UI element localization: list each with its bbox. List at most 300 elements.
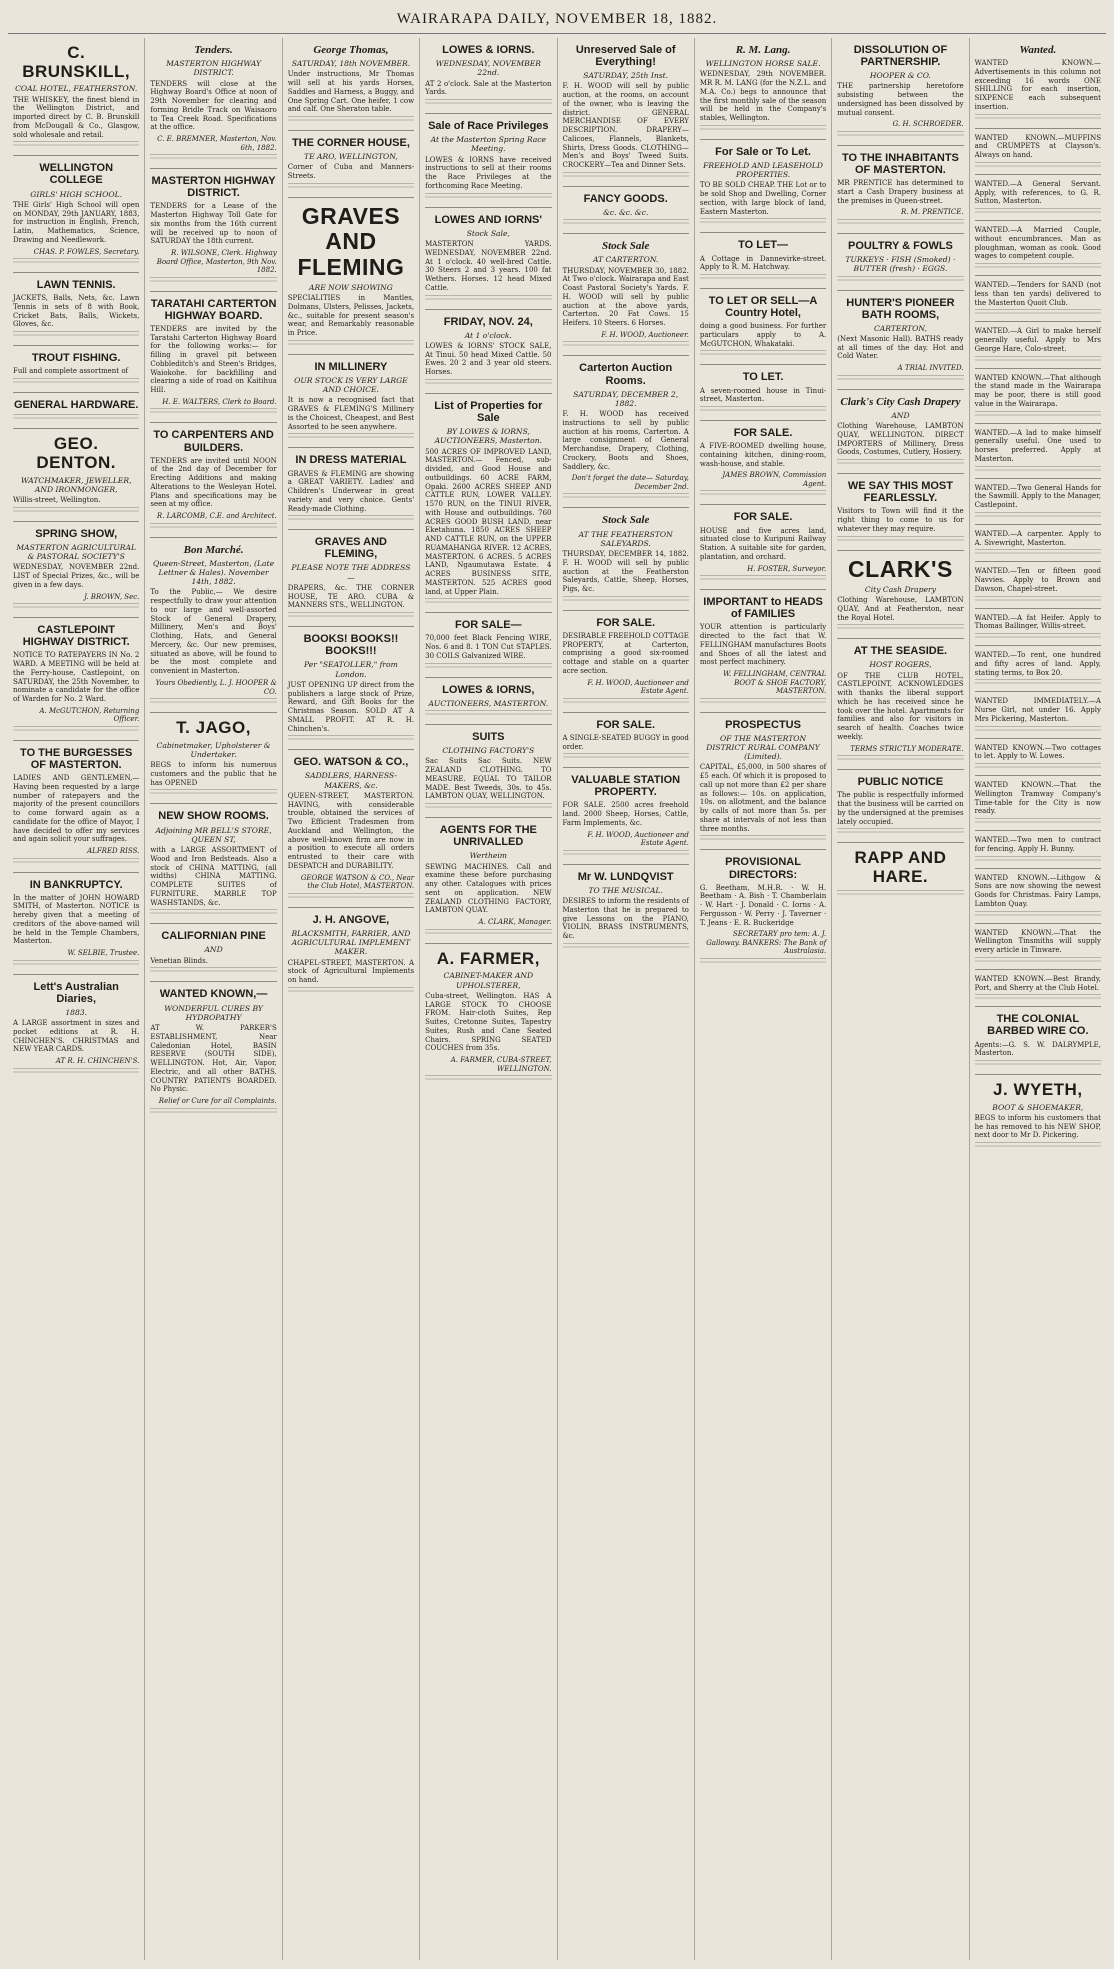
ad-heading: THE CORNER HOUSE, xyxy=(291,137,410,150)
advertisement xyxy=(563,611,689,713)
advertisement xyxy=(150,169,276,292)
ad-subheading: WATCHMAKER, JEWELLER, AND IRONMONGER, xyxy=(20,475,132,494)
small-print-lines xyxy=(975,1060,1101,1067)
small-print-lines xyxy=(563,753,689,760)
ad-body: FOR SALE. 2500 acres freehold land. 2000 Sheep, Horses, Cattle, Farm Implements, &c. xyxy=(562,801,689,827)
advertisement xyxy=(13,346,139,393)
ad-signature: F. H. WOOD, Auctioneer and Estate Agent. xyxy=(587,830,689,848)
small-print-lines xyxy=(150,523,276,530)
ad-subheading: GIRLS' HIGH SCHOOL. xyxy=(30,189,123,199)
ad-heading: TO LET— xyxy=(738,239,789,252)
small-print-lines xyxy=(975,263,1101,270)
small-print-lines xyxy=(13,507,139,514)
advertisement xyxy=(837,843,963,903)
advertisement xyxy=(425,310,551,394)
advertisement xyxy=(975,424,1101,479)
ad-heading: Sale of Race Privileges xyxy=(428,120,549,133)
ad-body: TENDERS are invited until NOON of the 2nd day of December for Erecting Additions and making Alterations to the Wesleyan Hotel. Plans and specifications may be seen at my office. xyxy=(150,456,277,509)
small-print-lines xyxy=(975,633,1101,640)
small-print-lines xyxy=(975,957,1101,964)
masthead xyxy=(8,6,1106,34)
ad-heading: Lett's Australian Diaries, xyxy=(33,980,119,1005)
ad-subheading: At the Masterton Spring Race Meeting. xyxy=(430,135,547,154)
advertisement xyxy=(975,1075,1101,1156)
ad-body: TENDERS will close at the Highway Board's Office at noon of 29th November for clearing and forming Bridle Track on Waisaoro to Tea Creek Road. Specifications at the office. xyxy=(150,79,277,132)
small-print-lines xyxy=(288,735,414,742)
ad-subheading: SATURDAY, DECEMBER 2, 1882. xyxy=(573,389,679,408)
small-print-lines xyxy=(975,114,1101,121)
advertisement xyxy=(288,355,414,449)
small-print-lines xyxy=(13,258,139,265)
ad-body: TENDERS for a Lease of the Masterton Highway Toll Gate for six months from the 16th current will be received up to noon of SATURDAY the 18th current. xyxy=(150,202,277,246)
advertisement xyxy=(975,562,1101,608)
ad-body: AT W. PARKER'S ESTABLISHMENT, Near Caledonian Hotel, BASIN RESERVE (SOUTH SIDE), WELLINGTON. Hot, Air, Vapor, Electric, and all other BATHS. COUNTRY PATIENTS BOARDED. No Physic. xyxy=(150,1024,277,1094)
ad-body: WANTED IMMEDIATELY.—A Nurse Girl, not under 16. Apply Mrs Pickering, Masterton. xyxy=(974,697,1101,723)
ad-signature: C. E. BREMNER, Masterton, Nov. 6th, 1882. xyxy=(157,135,277,152)
ad-signature: A TRIAL INVITED. xyxy=(897,364,964,373)
ad-heading: FOR SALE. xyxy=(596,718,656,731)
small-print-lines xyxy=(837,276,963,283)
ad-signature: TERMS STRICTLY MODERATE. xyxy=(850,744,964,753)
small-print-lines xyxy=(700,125,826,132)
ad-heading: Stock Sale xyxy=(602,240,650,253)
advertisement xyxy=(288,627,414,750)
ad-body: G. Beetham, M.H.R. · W. H. Beetham · A. Bish · T. Chamberlain · W. Hart · J. Donald · C. Iorns · A. Fergusson · W. Perry · J. Taverner · T. Jeans · E. R. Buckeridge xyxy=(699,883,827,927)
advertisement xyxy=(975,609,1101,647)
ad-heading: LOWES & IORNS, xyxy=(442,683,535,696)
advertisement xyxy=(425,394,551,613)
ad-body: HOUSE and five acres land, situated close to Kuripuni Railway Station. A suitable site for garden, plantation, and orchard. xyxy=(699,526,827,561)
ad-body: WANTED.—A General Servant. Apply, with references, to G. R. Sutton, Masterton. xyxy=(974,179,1101,206)
ad-heading: LAWN TENNIS. xyxy=(36,279,116,292)
advertisement xyxy=(563,865,689,957)
ad-body: WANTED.—A fat Heifer. Apply to Thomas Ballinger, Willis-street. xyxy=(974,613,1101,631)
ad-body: A LARGE assortment in sizes and pocket editions at R. H. CHINCHEN'S. CHRISTMAS and NEW YEAR CARDS. xyxy=(13,1019,140,1054)
ad-heading: FOR SALE— xyxy=(455,619,522,632)
ad-body: Under instructions, Mr Thomas will sell at his yards Horses, Saddles and Harness, a Buggy, and One Spring Cart. One heifer, 1 cow and calf. One Sheraton table. xyxy=(287,70,415,114)
small-print-lines xyxy=(563,698,689,705)
small-print-lines xyxy=(975,596,1101,603)
ad-body: A seven-roomed house in Tinui-street, Masterton. xyxy=(699,386,827,404)
advertisement xyxy=(975,221,1101,276)
ad-subheading: OF THE MASTERTON DISTRICT RURAL COMPANY (Limited). xyxy=(706,733,820,762)
ad-heading: THE COLONIAL BARBED WIRE CO. xyxy=(987,1013,1089,1038)
small-print-lines xyxy=(975,162,1101,169)
small-print-lines xyxy=(700,698,826,705)
small-print-lines xyxy=(150,1108,276,1115)
advertisement xyxy=(425,38,551,114)
small-print-lines xyxy=(975,818,1101,825)
ad-heading: IN MILLINERY xyxy=(314,360,388,373)
small-print-lines xyxy=(700,958,826,965)
small-print-lines xyxy=(288,515,414,522)
advertisement xyxy=(700,713,826,851)
ad-heading: Tenders. xyxy=(194,44,233,56)
ad-heading: T. JAGO, xyxy=(176,718,251,738)
ad-heading: C. BRUNSKILL, xyxy=(22,43,131,81)
ad-heading: Stock Sale xyxy=(602,514,650,527)
ad-heading: FANCY GOODS. xyxy=(583,192,668,205)
ad-body: LADIES AND GENTLEMEN,— Having been requested by a large number of ratepayers and the majority of the present councillors to come forward again as a candidate for the office of Mayor, I have decided to offer my services and again solicit your suffrages. xyxy=(13,774,140,844)
ad-subheading: COAL HOTEL, FEATHERSTON. xyxy=(15,84,138,94)
advertisement xyxy=(425,725,551,818)
small-print-lines xyxy=(837,890,963,897)
ad-heading: WE SAY THIS MOST FEARLESSLY. xyxy=(847,480,953,505)
small-print-lines xyxy=(837,459,963,466)
column-2 xyxy=(144,38,281,1960)
small-print-lines xyxy=(150,408,276,415)
ad-signature: R. M. PRENTICE. xyxy=(900,208,964,217)
ad-body: THURSDAY, NOVEMBER 30, 1882. At Two o'clock. Wairarapa and East Coast Pastoral Society's Yards. F. H. WOOD will sell by public auction at the above yards, Carterton. 20 Fat Cows. 15 Heifers. 10 Steers. 6 Horses. xyxy=(562,266,689,328)
ad-body: Clothing Warehouse, LAMBTON QUAY, And at Featherston, near the Royal Hotel. xyxy=(837,596,964,622)
column-grid xyxy=(8,38,1106,1960)
ad-heading: R. M. Lang. xyxy=(735,44,791,56)
advertisement xyxy=(975,1007,1101,1075)
ad-heading: TO LET. xyxy=(742,371,784,384)
small-print-lines xyxy=(700,274,826,281)
advertisement xyxy=(975,369,1101,424)
ad-body: WANTED.—Two men to contract for fencing. Apply H. Bunny. xyxy=(974,836,1101,853)
advertisement xyxy=(150,804,276,924)
ad-body: WANTED KNOWN.—MUFFINS and CRUMPETS at Clayson's. Always on hand. xyxy=(974,133,1101,160)
ad-heading: FOR SALE. xyxy=(733,427,793,440)
advertisement xyxy=(975,38,1101,129)
ad-body: TENDERS are invited by the Taratahi Carterton Highway Board for the following works:— for filling in gravel pit between Cobbleditch's and Steen's Bridges, Waiokohe. for backfilling and clearing a side of road on Kaitihua Hill. xyxy=(150,324,277,395)
advertisement xyxy=(700,850,826,972)
small-print-lines xyxy=(150,698,276,705)
column-4 xyxy=(419,38,556,1960)
ad-heading: TO THE INHABITANTS OF MASTERTON. xyxy=(841,151,959,177)
ad-body: The public is respectfully informed that the business will be carried on by the undersigned at the premises lately occupied. xyxy=(837,791,964,826)
ad-body: WANTED.—Two General Hands for the Sawmill. Apply to the Manager, Castlepoint. xyxy=(974,483,1101,510)
advertisement xyxy=(975,479,1101,525)
ad-body: WANTED.—A carpenter. Apply to A. Sivewright, Masterton. xyxy=(974,529,1101,547)
ad-subheading: Per "SEATOLLER," from London. xyxy=(304,660,398,679)
ad-body: (Next Masonic Hall). BATHS ready at all times of the day. Hot and Cold Water. xyxy=(837,334,964,361)
advertisement xyxy=(13,741,139,873)
ad-heading: For Sale or To Let. xyxy=(715,145,811,158)
ad-body: WEDNESDAY, 29th NOVEMBER. MR R. M. LANG (for the N.Z.L. and M.A. Co.) begs to announce that the first monthly sale of the season will be held in the Company's stables, Wellington. xyxy=(699,70,827,123)
ad-heading: Carterton Auction Rooms. xyxy=(579,362,673,387)
advertisement xyxy=(700,590,826,713)
ad-heading: SPRING SHOW, xyxy=(35,527,118,540)
advertisement xyxy=(150,38,276,169)
advertisement xyxy=(13,156,139,273)
ad-body: Sac Suits Sac Suits. NEW ZEALAND CLOTHING. TO MEASURE. EQUAL TO TAILOR MADE. Best Tweeds, 30s. to 45s. LAMBTON QUAY, WELLINGTON. xyxy=(425,757,552,801)
ad-body: BEGS to inform his customers that he has removed to his NEW SHOP, next door to Mr D. Pickering. xyxy=(974,1113,1101,1140)
advertisement xyxy=(563,356,689,508)
small-print-lines xyxy=(837,828,963,835)
ad-body: WANTED KNOWN.—That the Wellington Tramway Company's Time-table for the City is now ready. xyxy=(974,781,1101,816)
small-print-lines xyxy=(837,375,963,382)
small-print-lines xyxy=(700,490,826,497)
small-print-lines xyxy=(563,341,689,348)
small-print-lines xyxy=(975,466,1101,473)
small-print-lines xyxy=(563,943,689,950)
small-print-lines xyxy=(837,131,963,138)
ad-signature: F. H. WOOD, Auctioneer. xyxy=(601,330,689,339)
ad-subheading: AUCTIONEERS, MASTERTON. xyxy=(428,698,549,708)
ad-signature: W. SELBIE, Trustee. xyxy=(67,949,140,958)
ad-heading: AGENTS FOR THE UNRIVALLED xyxy=(439,824,537,849)
ad-signature: G. H. SCHROEDER. xyxy=(892,120,964,129)
advertisement xyxy=(975,322,1101,368)
advertisement xyxy=(837,390,963,474)
advertisement xyxy=(13,273,139,346)
ad-body: A Cottage in Dannevirke-street. Apply to R. M. Hatchway. xyxy=(699,254,827,272)
column-6 xyxy=(694,38,831,1960)
ad-body: A SINGLE-SEATED BUGGY in good order. xyxy=(562,733,689,751)
ad-signature: H. E. WALTERS, Clerk to Board. xyxy=(162,397,277,406)
ad-body: WANTED KNOWN.—Best Brandy, Port, and Sherry at the Club Hotel. xyxy=(974,974,1101,992)
ad-subheading: BLACKSMITH, FARRIER, AND AGRICULTURAL IMPLEMENT MAKER. xyxy=(291,928,411,957)
ad-heading: FOR SALE. xyxy=(733,511,793,524)
ad-body: OF THE CLUB HOTEL, CASTLEPOINT, ACKNOWLEDGES with thanks the liberal support which he has received since he took over the hotel. Apartments for families and also for visitors in search of health. Coaches twice weekly. xyxy=(837,671,964,741)
advertisement xyxy=(837,551,963,640)
ad-signature: H. FOSTER, Surveyor. xyxy=(747,564,827,573)
advertisement xyxy=(150,924,276,982)
ad-body: GRAVES & FLEMING are showing a GREAT VARIETY. Ladies' and Children's Underwear in great variety and very choice. Gents' Ready-made Clothing. xyxy=(287,469,415,513)
small-print-lines xyxy=(288,433,414,440)
small-print-lines xyxy=(837,755,963,762)
advertisement xyxy=(975,525,1101,563)
ad-signature: Don't forget the date— Saturday, December 2nd. xyxy=(571,474,689,491)
ad-body: with a LARGE ASSORTMENT of Wood and Iron Bedsteads. Also a stock of CHINA MATTING, (all widths) CHINA MATTING. COMPLETE SUITES of FURNITURE. MARBLE TOP WASHSTANDS, &c. xyxy=(150,846,277,907)
ad-heading: TO CARPENTERS AND BUILDERS. xyxy=(153,429,274,454)
small-print-lines xyxy=(700,350,826,357)
ad-heading: GRAVES AND FLEMING xyxy=(297,202,405,280)
ad-body: WANTED KNOWN.—Two cottages to let. Apply to W. Lowes. xyxy=(974,743,1101,761)
advertisement xyxy=(13,429,139,522)
ad-body: doing a good business. For further particulars apply to A. McGUTCHON, Whakataki. xyxy=(699,322,827,348)
ad-heading: J. H. ANGOVE, xyxy=(312,913,390,926)
small-print-lines xyxy=(13,726,139,733)
ad-subheading: SATURDAY, 18th NOVEMBER. xyxy=(291,59,411,69)
small-print-lines xyxy=(975,208,1101,215)
ad-body: WANTED KNOWN.—Advertisements in this column not exceeding 16 words ONE SHILLING for each insertion, SIXPENCE each subsequent insertion. xyxy=(974,59,1101,111)
small-print-lines xyxy=(13,1068,139,1075)
advertisement xyxy=(700,421,826,505)
advertisement xyxy=(563,38,689,187)
ad-body: DESIRES to inform the residents of Masterton that he is prepared to give Lessons on the PIANO, VIOLIN, BRASS INSTRUMENTS, &c. xyxy=(562,897,689,941)
ad-signature: R. WILSONE, Clerk. Highway Board Office, Masterton, 9th Nov. 1882. xyxy=(156,249,277,275)
ad-heading: CALIFORNIAN PINE xyxy=(161,930,266,943)
ad-body: WANTED.—Tenders for SAND (not less than ten yards) delivered to the Masterton Quoit Club. xyxy=(974,281,1101,307)
ad-subheading: WONDERFUL CURES BY HYDROPATHY xyxy=(164,1003,263,1022)
ad-body: Willis-street, Wellington. xyxy=(13,496,101,504)
ad-body: SEWING MACHINES. Call and examine these before purchasing any other. Catalogues with prices sent on application. NEW ZEALAND CLOTHING FACTORY, LAMBTON QUAY. xyxy=(425,862,552,915)
ad-signature: J. BROWN, Sec. xyxy=(84,592,140,601)
advertisement xyxy=(837,474,963,550)
ad-body: JACKETS, Balls, Nets, &c. Lawn Tennis in sets of 8 with Book, Cricket Bats, Balls, Wickets, Gloves, &c. xyxy=(13,294,140,329)
ad-subheading: SADDLERS, HARNESS-MAKERS, &c. xyxy=(304,771,397,790)
ad-body: YOUR attention is particularly directed to the fact that W. FELLINGHAM manufactures Boots and Shoes of all the latest and most perfect machinery. xyxy=(699,623,827,667)
ad-subheading: Cabinetmaker, Upholsterer & Undertaker. xyxy=(156,740,271,759)
ad-subheading: ARE NOW SHOWING xyxy=(309,282,393,292)
ad-heading: WANTED KNOWN,— xyxy=(159,988,268,1001)
ad-subheading: PLEASE NOTE THE ADDRESS— xyxy=(291,563,411,582)
ad-heading: DISSOLUTION OF PARTNERSHIP. xyxy=(853,44,948,69)
ad-subheading: AND xyxy=(204,945,223,955)
ad-subheading: HOOPER & CO. xyxy=(869,71,931,81)
small-print-lines xyxy=(288,183,414,190)
small-print-lines xyxy=(13,378,139,385)
ad-subheading: AND xyxy=(891,410,910,420)
advertisement xyxy=(425,818,551,943)
small-print-lines xyxy=(975,549,1101,556)
small-print-lines xyxy=(150,909,276,916)
small-print-lines xyxy=(13,858,139,865)
ad-body: WEDNESDAY, NOVEMBER 22nd. LIST of Special Prizes, &c., will be given in a few days. xyxy=(13,563,140,589)
ad-body: WANTED.—A Girl to make herself generally useful. Apply to Mrs George Hare, Colo-street. xyxy=(974,327,1101,353)
ad-heading: HUNTER'S PIONEER BATH ROOMS, xyxy=(846,296,955,321)
small-print-lines xyxy=(150,154,276,161)
ad-body: NOTICE TO RATEPAYERS IN No. 2 WARD. A MEETING will be held at the Ferry-house, Castlepoint, on SATURDAY, the 25th November, to nominate a candidate for the office of Warden for No. 2 Ward. xyxy=(13,651,140,704)
small-print-lines xyxy=(150,967,276,974)
advertisement xyxy=(837,291,963,390)
ad-subheading: CABINET-MAKER AND UPHOLSTERER, xyxy=(443,971,534,990)
ad-heading: FOR SALE. xyxy=(596,616,656,629)
ad-signature: Relief or Cure for all Complaints. xyxy=(158,1097,277,1105)
advertisement xyxy=(425,944,551,1090)
advertisement xyxy=(975,276,1101,322)
ad-heading: SUITS xyxy=(472,731,505,743)
ad-body: THE partnership heretofore subsisting between the undersigned has been dissolved by mutual consent. xyxy=(837,82,964,117)
ad-body: QUEEN-STREET, MASTERTON. HAVING, with considerable trouble, obtained the services of Two Efficient Tradesmen from Auckland and Wellington, the above well-known firm are now in a position to execute all orders entrusted to their care with DESPATCH and DURABILITY. xyxy=(287,791,415,870)
small-print-lines xyxy=(288,116,414,123)
advertisement xyxy=(13,38,139,156)
ad-heading: WELLINGTON COLLEGE xyxy=(39,162,114,187)
small-print-lines xyxy=(288,987,414,994)
ad-signature: A. CLARK, Manager. xyxy=(478,918,552,927)
advertisement xyxy=(288,131,414,198)
advertisement xyxy=(13,975,139,1082)
advertisement xyxy=(700,38,826,140)
ad-body: Agents:—G. S. W. DALRYMPLE, Masterton. xyxy=(974,1040,1101,1058)
small-print-lines xyxy=(425,929,551,936)
ad-body: AT 2 o'clock. Sale at the Masterton Yards. xyxy=(425,79,552,97)
ad-subheading: TO THE MUSICAL. xyxy=(588,885,663,895)
ad-subheading: Adjoining MR BELL'S STORE, QUEEN ST, xyxy=(155,825,272,844)
ad-body: Corner of Cuba and Manners-Streets. xyxy=(287,163,415,181)
advertisement xyxy=(13,618,139,741)
ad-heading: George Thomas, xyxy=(313,44,389,56)
ad-signature: ALFRED RISS. xyxy=(87,847,140,856)
small-print-lines xyxy=(13,603,139,610)
ad-body: Venetian Blinds. xyxy=(150,956,208,965)
advertisement xyxy=(975,831,1101,869)
ad-subheading: City Cash Drapery xyxy=(864,584,936,594)
advertisement xyxy=(13,393,139,429)
ad-body: CHAPEL-STREET, MASTERTON. A stock of Agricultural Implements on hand. xyxy=(287,958,415,985)
ad-body: DESIRABLE FREEHOLD COTTAGE PROPERTY, at Carterton, comprising a good six-roomed cottage and stable on a quarter acre section. xyxy=(562,631,689,675)
small-print-lines xyxy=(975,411,1101,418)
ad-body: It is now a recognised fact that GRAVES & FLEMING'S Millinery is the Choicest, Cheapest, and Best Assorted to be seen anywhere. xyxy=(287,396,415,431)
ad-subheading: TURKEYS · FISH (Smoked) · BUTTER (fresh) · EGGS. xyxy=(845,255,956,274)
ad-heading: FRIDAY, NOV. 24, xyxy=(443,315,533,328)
ad-body: F. H. WOOD has received instructions to sell by public auction at his rooms, Carterton. A large consignment of General Merchandise, Drapery, Clothing, Crockery, Boots and Shoes, Saddlery, &c. xyxy=(562,410,689,471)
ad-heading: LOWES AND IORNS' xyxy=(434,213,542,226)
ad-subheading: &c. &c. &c. xyxy=(603,208,649,218)
advertisement xyxy=(563,508,689,610)
small-print-lines xyxy=(975,726,1101,733)
advertisement xyxy=(975,776,1101,831)
ad-body: 70,000 feet Black Fencing WIRE, Nos. 6 and 8. 1 TON Cut STAPLES. 30 COILS Galvanized WIRE. xyxy=(425,634,552,660)
small-print-lines xyxy=(425,598,551,605)
ad-heading: PROVISIONAL DIRECTORS: xyxy=(725,856,801,881)
ad-subheading: AT THE FEATHERSTON SALEYARDS. xyxy=(578,529,673,548)
column-3 xyxy=(282,38,419,1960)
ad-body: F. H. WOOD will sell by public auction, at the rooms, on account of the owner, who is leaving the district. GENERAL MERCHANDISE OF EVERY DESCRIPTION. DRAPERY—Calicoes, Flannels, Blankets, Shirts, Dress Goods. CLOTHING—Men's and Boys' Tweed Suits. CROCKERY—Tea and Dinner Sets. xyxy=(562,82,689,170)
advertisement xyxy=(837,38,963,146)
ad-body: WANTED KNOWN.—That although the stand made in the Wairarapa may be poor, there is still good value in the Wairarapa. xyxy=(974,373,1101,408)
ad-subheading: AT CARTERTON. xyxy=(592,255,659,265)
ad-subheading: 1883. xyxy=(65,1007,88,1017)
ad-heading: GEO. WATSON & CO., xyxy=(293,756,409,769)
ad-body: JUST OPENING UP direct from the publishers a large stock of Prize, Reward, and Gift Books for the Christmas Season. SOLD AT A SMALL PROFIT. AT R. H. Chinchen's. xyxy=(287,680,415,733)
ad-heading: POULTRY & FOWLS xyxy=(847,239,953,252)
small-print-lines xyxy=(975,512,1101,519)
small-print-lines xyxy=(975,994,1101,1001)
ad-signature: JAMES BROWN, Commission Agent. xyxy=(722,471,827,488)
column-1 xyxy=(8,38,144,1960)
advertisement xyxy=(150,538,276,713)
advertisement xyxy=(288,448,414,530)
small-print-lines xyxy=(13,141,139,148)
ad-heading: TO THE BURGESSES OF MASTERTON. xyxy=(20,746,133,771)
ad-body: A FIVE-ROOMED dwelling house, containing kitchen, dining-room, wash-house, and stable. xyxy=(699,442,827,468)
small-print-lines xyxy=(425,193,551,200)
ad-subheading: CARTERTON, xyxy=(873,323,927,333)
ad-body: DRAPERS, &c. THE CORNER HOUSE, TE ARO. CUBA & MANNERS STS., WELLINGTON. xyxy=(287,583,415,610)
advertisement xyxy=(700,140,826,234)
ad-heading: LOWES & IORNS. xyxy=(442,44,535,56)
ad-body: CAPITAL, £5,000, in 500 shares of £5 each. Of which it is proposed to call up not more than £2 per share as follows:— 10s. on application, 10s. on allotment, and the balance by calls of not more than 5s. per share at intervals of not less than three months. xyxy=(699,763,827,833)
small-print-lines xyxy=(975,856,1101,863)
ad-body: BEGS to inform his numerous customers and the public that he has OPENED xyxy=(150,761,277,787)
ad-body: LOWES & IORNS have received instructions to sell at their rooms the Race Privileges at the forthcoming Race Meeting. xyxy=(425,155,552,190)
ad-heading: VALUABLE STATION PROPERTY. xyxy=(571,774,681,799)
ad-body: Clothing Warehouse, LAMBTON QUAY, WELLINGTON. DIRECT IMPORTERS of Millinery, Dress Goods, Costumes, Cutlery, Hosiery. xyxy=(837,422,964,457)
small-print-lines xyxy=(150,277,276,284)
advertisement xyxy=(837,639,963,770)
advertisement xyxy=(700,233,826,289)
ad-heading: TO LET OR SELL—A Country Hotel, xyxy=(708,295,818,320)
ad-subheading: TE ARO, WELLINGTON, xyxy=(304,152,398,162)
ad-body: MR PRENTICE has determined to start a Cash Drapery business at the premises in Queen-street. xyxy=(837,179,964,205)
ad-body: THE Girls' High School will open on MONDAY, 29th JANUARY, 1883, for instruction in English, French, Latin, Mathematics, Science, Drawing and Needlework. xyxy=(13,200,140,244)
advertisement xyxy=(13,873,139,975)
advertisement xyxy=(700,365,826,421)
ad-subheading: WEDNESDAY, NOVEMBER 22nd. xyxy=(435,59,541,78)
ad-body: LOWES & IORNS' STOCK SALE, At Tinui. 50 head Mixed Cattle. 50 Ewes. 20 2 and 3 year old steers. Horses. xyxy=(425,341,552,377)
advertisement xyxy=(700,289,826,365)
ad-body: WANTED.—A lad to make himself generally useful. One used to horses preferred. Apply at Masterton. xyxy=(974,428,1101,463)
advertisement xyxy=(975,739,1101,777)
advertisement xyxy=(975,129,1101,175)
small-print-lines xyxy=(837,624,963,631)
small-print-lines xyxy=(288,612,414,619)
ad-heading: AT THE SEASIDE. xyxy=(853,645,948,658)
small-print-lines xyxy=(425,379,551,386)
advertisement xyxy=(288,750,414,907)
ad-body: Full and complete assortment of xyxy=(13,367,129,376)
small-print-lines xyxy=(425,295,551,302)
ad-heading: PROSPECTUS xyxy=(725,718,801,731)
ad-body: Visitors to Town will find it the right thing to come to us for whatever they may require. xyxy=(837,507,964,533)
advertisement xyxy=(975,869,1101,924)
ad-body: WANTED KNOWN.—Lithgow & Sons are now showing the newest Goods for Christmas. Fairy Lamps, Lambton Quay. xyxy=(974,873,1101,908)
